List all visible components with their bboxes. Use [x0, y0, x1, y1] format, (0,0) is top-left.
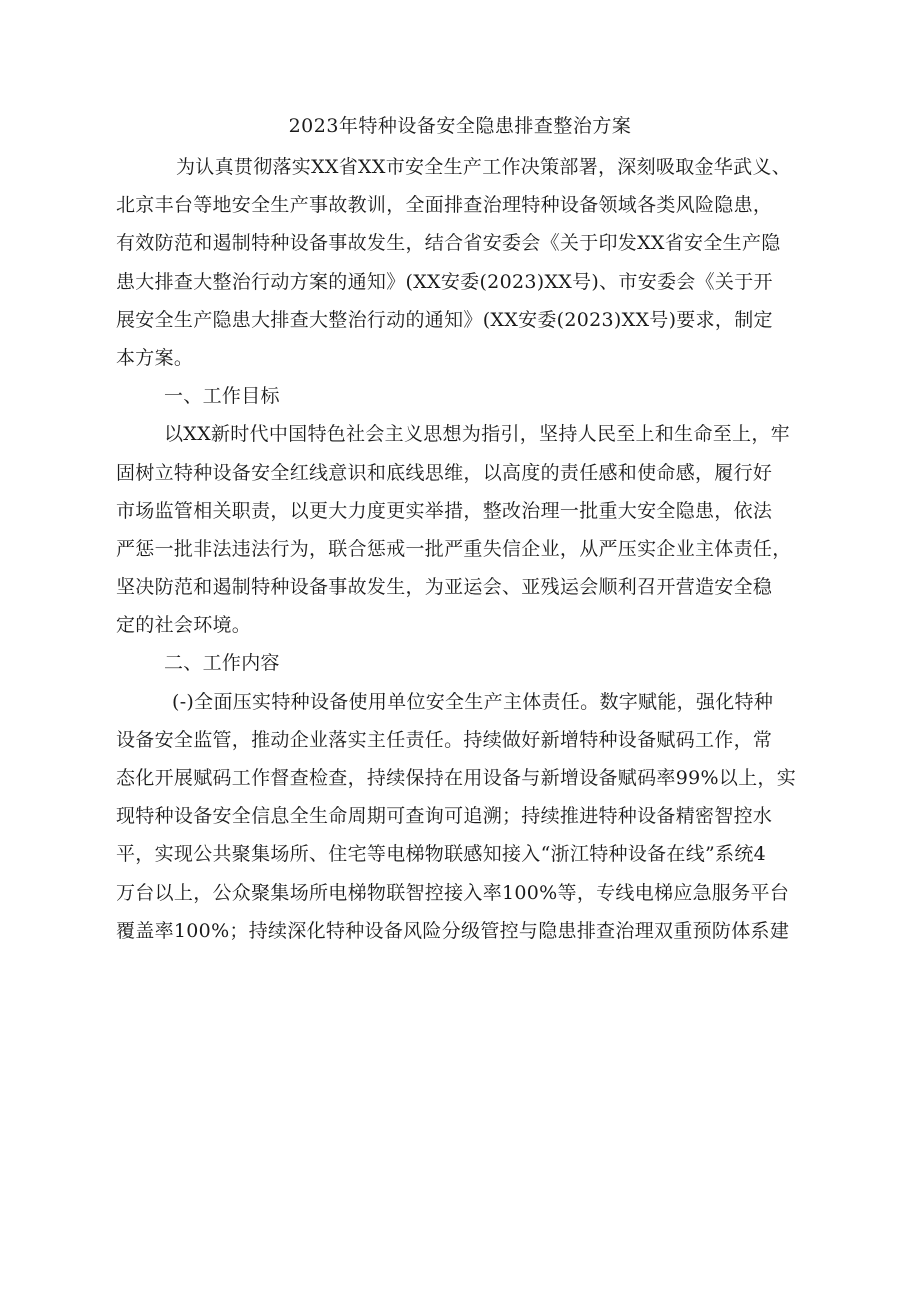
paragraph-line: 覆盖率100%；持续深化特种设备风险分级管控与隐患排查治理双重预防体系建 — [116, 919, 790, 942]
paragraph-line: 为认真贯彻落实XX省XX市安全生产工作决策部署，深刻吸取金华武义、 — [176, 156, 792, 178]
paragraph-line: 设备安全监管，推动企业落实主任责任。持续做好新增特种设备赋码工作，常 — [116, 728, 773, 751]
paragraph-line: 市场监管相关职责，以更大力度更实举措，整改治理一批重大安全隐患，依法 — [116, 499, 773, 522]
document-body — [116, 148, 828, 950]
paragraph-line: 坚决防范和遏制特种设备事故发生，为亚运会、亚残运会顺利召开营造安全稳 — [116, 576, 773, 599]
document-title: 2023年特种设备安全隐患排查整治方案 — [288, 115, 632, 137]
paragraph-line: 以XX新时代中国特色社会主义思想为指引，坚持人民至上和生命至上，牢 — [164, 423, 790, 446]
paragraph-line: 本方案。 — [116, 346, 194, 369]
paragraph-line: 定的社会环境。 — [116, 614, 252, 637]
section-heading: 二、工作内容 — [164, 652, 280, 675]
paragraph-line: 严惩一批非法违法行为，联合惩戒一批严重失信企业，从严压实企业主体责任， — [116, 537, 792, 560]
paragraph-line: 有效防范和遏制特种设备事故发生，结合省安委会《关于印发XX省安全生产隐 — [116, 232, 781, 255]
paragraph-line: 固树立特种设备安全红线意识和底线思维，以高度的责任感和使命感，履行好 — [116, 461, 773, 484]
paragraph-line: 北京丰台等地安全生产事故教训，全面排查治理特种设备领域各类风险隐患， — [116, 194, 773, 217]
paragraph-line: 万台以上，公众聚集场所电梯物联智控接入率100%等，专线电梯应急服务平台 — [116, 881, 790, 904]
paragraph-line: (-)全面压实特种设备使用单位安全生产主体责任。数字赋能，强化特种 — [172, 690, 774, 713]
paragraph-line: 平，实现公共聚集场所、住宅等电梯物联感知接入“浙江特种设备在线”系统4 — [116, 843, 767, 866]
paragraph-line: 展安全生产隐患大排查大整治行动的通知》(XX安委(2023)XX号)要求，制定 — [116, 308, 773, 331]
paragraph-line: 现特种设备安全信息全生命周期可查询可追溯；持续推进特种设备精密智控水 — [116, 805, 773, 828]
section-heading: 一、工作目标 — [164, 385, 280, 408]
paragraph-line: 患大排查大整治行动方案的通知》(XX安委(2023)XX号)、市安委会《关于开 — [116, 270, 773, 293]
paragraph-line: 态化开展赋码工作督查检查，持续保持在用设备与新增设备赋码率99%以上，实 — [116, 767, 797, 789]
